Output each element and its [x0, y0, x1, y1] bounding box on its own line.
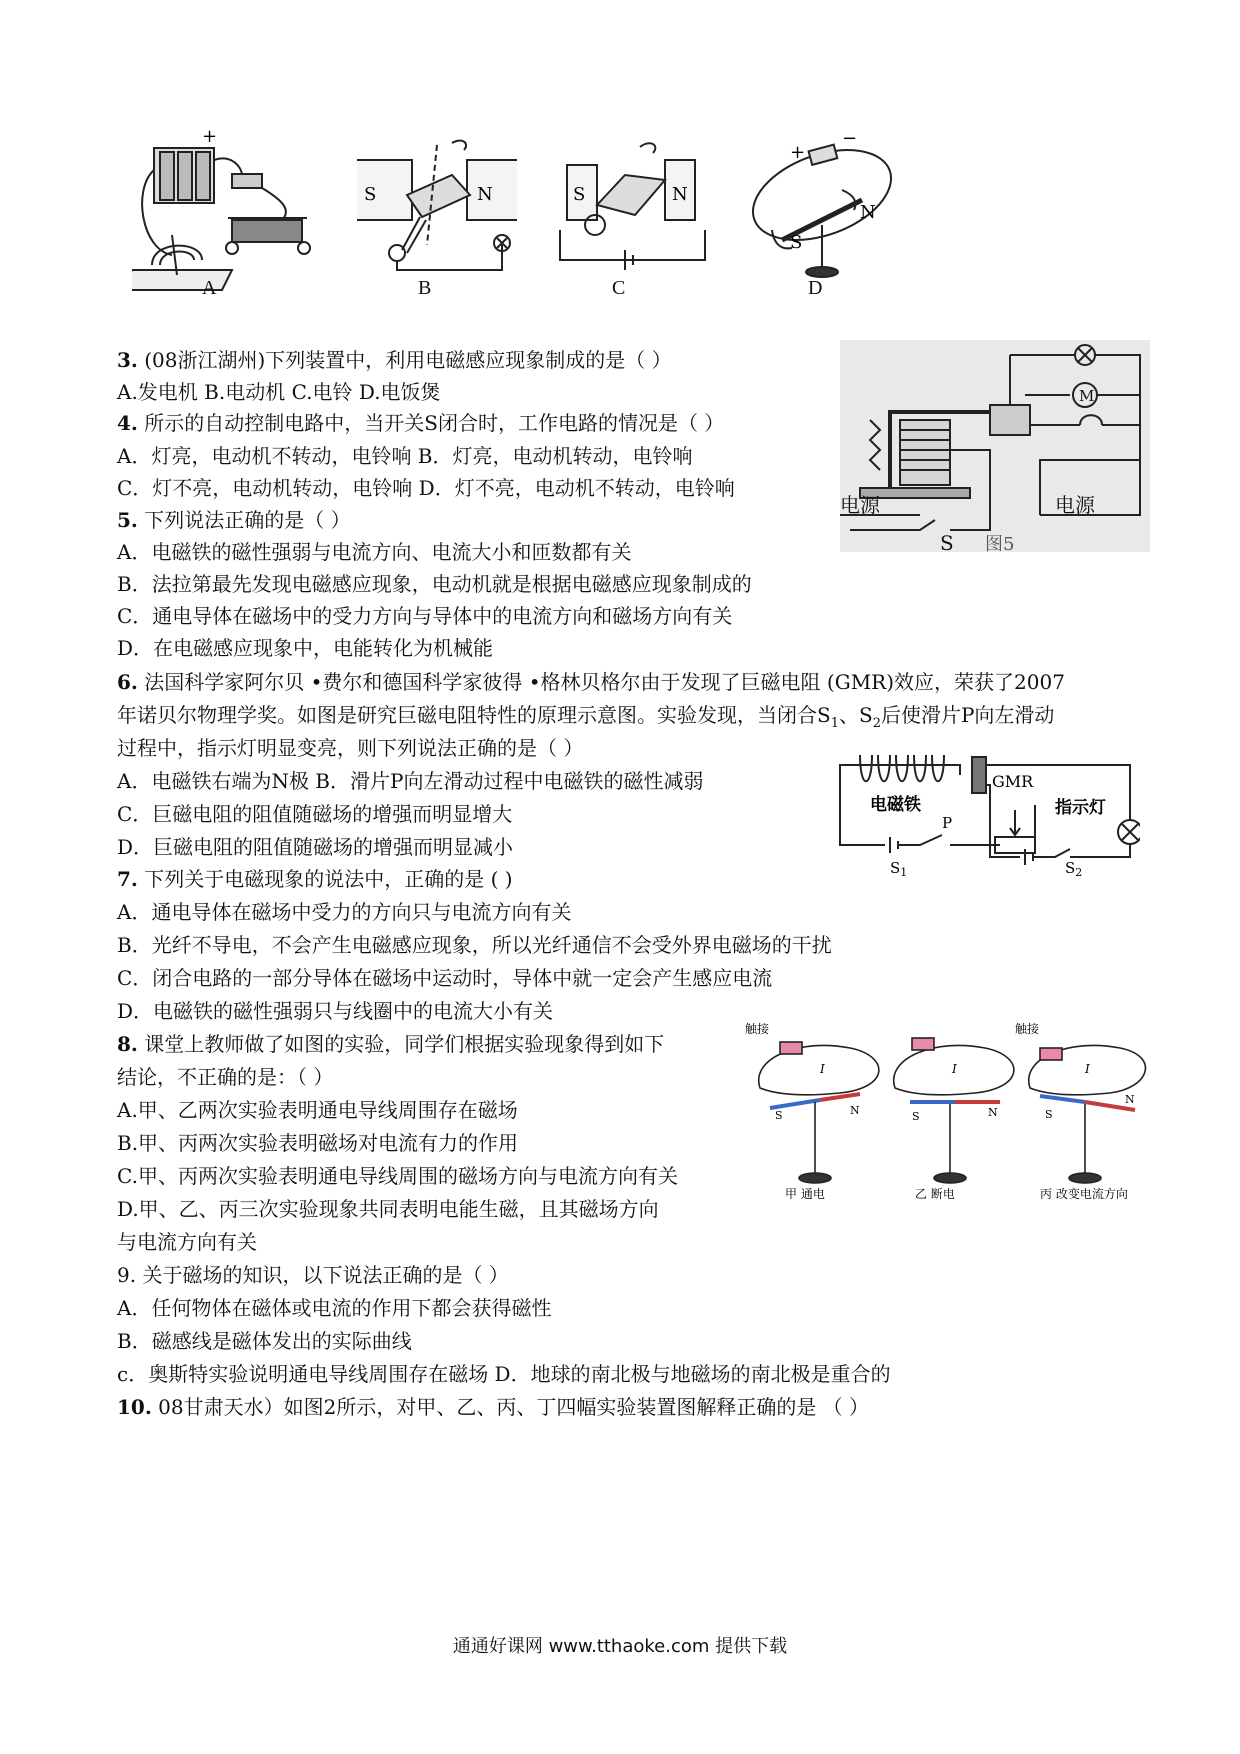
figure-c-label: C	[612, 277, 626, 299]
indicator-lamp-label: 指示灯	[1055, 798, 1106, 818]
panel-label-yi: 乙 断电	[915, 1187, 955, 1200]
needle-s-1: S	[775, 1109, 783, 1122]
q8-stem-line2: 结论，不正确的是：（ ）	[117, 1065, 334, 1089]
q5-option-d: D．在电磁感应现象中，电能转化为机械能	[117, 636, 494, 660]
slider-p: P	[942, 814, 953, 832]
figure-d	[742, 130, 902, 290]
current-i-2: I	[952, 1062, 957, 1076]
magnet-n: N	[477, 184, 493, 205]
needle-n-2: N	[988, 1106, 998, 1119]
contact-label-1: 触接	[745, 1022, 770, 1036]
q9-options-cd: c．奥斯特实验说明通电导线周围存在磁场 D．地球的南北极与地磁场的南北极是重合的	[117, 1362, 891, 1386]
plus-sign: +	[790, 142, 806, 163]
fig5-caption: 图5	[985, 534, 1015, 552]
needle-s-2: S	[912, 1110, 920, 1123]
figure-a	[132, 130, 332, 300]
q7-option-c: C．闭合电路的一部分导体在磁场中运动时，导体中就一定会产生感应电流	[117, 966, 773, 990]
magnet-n: N	[672, 184, 688, 205]
figure-b	[352, 125, 522, 275]
fig5-switch: S	[940, 531, 954, 552]
q6-option-c: C．巨磁电阻的阻值随磁场的增强而明显增大	[117, 802, 513, 826]
needle-n-1: N	[850, 1104, 860, 1117]
magnet-s: S	[364, 184, 377, 205]
q6-stem-line2: 年诺贝尔物理学奖。如图是研究巨磁电阻特性的原理示意图。实验发现，当闭合$S_1$、$S_2$后使滑片P向左滑动	[117, 703, 1055, 731]
q7-option-d: D．电磁铁的磁性强弱只与线圈中的电流大小有关	[117, 999, 554, 1023]
figure-d-label: D	[808, 277, 823, 299]
plus-sign: +	[202, 130, 218, 147]
contact-label-2: 触接	[1015, 1022, 1040, 1036]
q9-option-b: B．磁感线是磁体发出的实际曲线	[117, 1329, 412, 1353]
needle-s-3: S	[1045, 1108, 1053, 1121]
figure-5-relay-circuit	[840, 340, 1150, 552]
q8-option-a: A.甲、乙两次实验表明通电导线周围存在磁场	[117, 1098, 518, 1122]
panel-label-bing: 丙 改变电流方向	[1040, 1187, 1128, 1200]
figure-gmr-circuit	[830, 745, 1140, 880]
footer-credit: 通通好课网 www.tthaoke.com 提供下载	[452, 1636, 788, 1657]
fig5-source-left: 电源	[840, 493, 880, 517]
panel-label-jia: 甲 通电	[785, 1187, 825, 1200]
q8-option-d-cont: 与电流方向有关	[117, 1230, 257, 1254]
figure-oersted-experiment	[740, 1018, 1150, 1200]
fig5-source-right: 电源	[1055, 493, 1095, 517]
q3-options: A.发电机 B.电动机 C.电铃 D.电饭煲	[117, 380, 441, 404]
needle-n: N	[860, 202, 876, 223]
q4-stem: 4. 所示的自动控制电路中，当开关S闭合时，工作电路的情况是（ ）	[117, 411, 725, 435]
q7-option-b: B．光纤不导电，不会产生电磁感应现象，所以光纤通信不会受外界电磁场的干扰	[117, 933, 832, 957]
q4-options-cd: C．灯不亮，电动机转动，电铃响 D．灯不亮，电动机不转动，电铃响	[117, 476, 735, 500]
current-i-3: I	[1085, 1062, 1090, 1076]
needle-n-3: N	[1125, 1093, 1135, 1106]
q5-stem: 5. 下列说法正确的是（ ）	[117, 508, 351, 532]
q8-option-b: B.甲、丙两次实验表明磁场对电流有力的作用	[117, 1131, 519, 1155]
current-i-1: I	[820, 1062, 825, 1076]
q5-option-c: C．通电导体在磁场中的受力方向与导体中的电流方向和磁场方向有关	[117, 604, 733, 628]
q5-option-a: A．电磁铁的磁性强弱与电流方向、电流大小和匝数都有关	[117, 540, 632, 564]
q7-option-a: A．通电导体在磁场中受力的方向只与电流方向有关	[117, 900, 572, 924]
magnet-s: S	[573, 184, 586, 205]
q6-options-ab: A．电磁铁右端为N极 B．滑片P向左滑动过程中电磁铁的磁性减弱	[117, 769, 704, 793]
q9-option-a: A．任何物体在磁体或电流的作用下都会获得磁性	[117, 1296, 552, 1320]
q6-stem: 6. 法国科学家阿尔贝 •费尔和德国科学家彼得 •格林贝格尔由于发现了巨磁电阻 (GMR)效应，荣获了2007	[117, 670, 1065, 694]
q6-stem-line3: 过程中，指示灯明显变亮，则下列说法正确的是（ ）	[117, 736, 584, 760]
q5-option-b: B．法拉第最先发现电磁感应现象，电动机就是根据电磁感应现象制成的	[117, 572, 752, 596]
q9-stem: 9. 关于磁场的知识，以下说法正确的是（ ）	[117, 1263, 509, 1287]
q8-option-c: C.甲、丙两次实验表明通电导线周围的磁场方向与电流方向有关	[117, 1164, 678, 1188]
q6-option-d: D．巨磁电阻的阻值随磁场的增强而明显减小	[117, 835, 514, 859]
figure-a-label: A	[202, 277, 217, 299]
q7-stem: 7. 下列关于电磁现象的说法中，正确的是 ( )	[117, 867, 513, 891]
q3-stem: 3. (08浙江湖州)下列装置中，利用电磁感应现象制成的是（ ）	[117, 348, 672, 372]
motor-symbol: M	[1079, 387, 1095, 405]
needle-s: S	[790, 232, 803, 253]
switch-s2: $S_2$	[1065, 859, 1083, 879]
q8-stem: 8. 课堂上教师做了如图的实验，同学们根据实验现象得到如下	[117, 1032, 665, 1056]
q4-options-ab: A．灯亮，电动机不转动，电铃响 B．灯亮，电动机转动，电铃响	[117, 444, 693, 468]
figure-b-label: B	[418, 277, 432, 299]
minus-sign: −	[842, 130, 858, 149]
figure-c	[555, 125, 715, 275]
electromagnet-label: 电磁铁	[870, 795, 921, 815]
q10-stem: 10. 08甘肃天水）如图2所示，对甲、乙、丙、丁四幅实验装置图解释正确的是 （ ）	[117, 1395, 870, 1419]
switch-s1: $S_1$	[890, 859, 908, 879]
q8-option-d: D.甲、乙、丙三次实验现象共同表明电能生磁，且其磁场方向	[117, 1197, 659, 1221]
gmr-label: GMR	[992, 772, 1034, 791]
